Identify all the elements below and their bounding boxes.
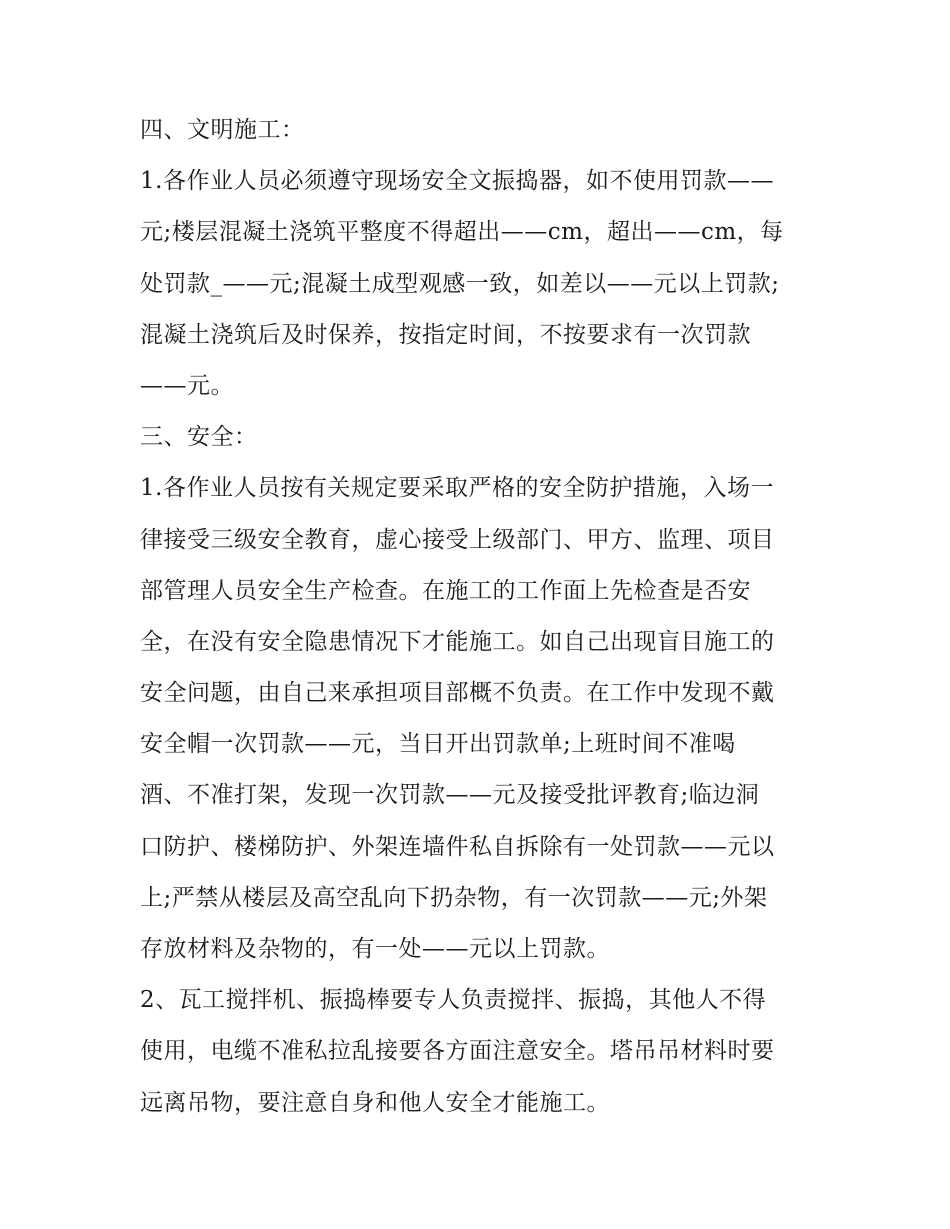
text-line: 上;严禁从楼层及高空乱向下扔杂物，有一次罚款——元;外架 (140, 884, 768, 911)
text-line: 存放材料及杂物的，有一处——元以上罚款。 (140, 936, 610, 962)
text-line: 处罚款_——元;混凝土成型观感一致，如差以——元以上罚款; (140, 270, 780, 297)
text-line: 远离吊物，要注意自身和他人安全才能施工。 (140, 1089, 610, 1116)
text-line: 部管理人员安全生产检查。在施工的工作面上先检查是否安 (140, 577, 751, 604)
document-body (140, 105, 820, 1129)
text-line: 元;楼层混凝土浇筑平整度不得超出——cm，超出——cm，每 (140, 219, 784, 246)
text-line: 全，在没有安全隐患情况下才能施工。如自己出现盲目施工的 (140, 628, 775, 655)
text-line: 律接受三级安全教育，虚心接受上级部门、甲方、监理、项目 (140, 526, 775, 553)
text-line: 安全问题，由自己来承担项目部概不负责。在工作中发现不戴 (140, 680, 775, 707)
section-heading-civilized-construction: 四、文明施工： (140, 117, 305, 143)
text-line: 使用，电缆不准私拉乱接要各方面注意安全。塔吊吊材料时要 (140, 1038, 775, 1065)
text-line: 2、瓦工搅拌机、振捣棒要专人负责搅拌、振捣，其他人不得 (140, 987, 767, 1014)
text-line: 1.各作业人员必须遵守现场安全文振捣器，如不使用罚款—— (140, 168, 774, 195)
text-line: ——元。 (140, 372, 234, 399)
text-line: 口防护、楼梯防护、外架连墙件私自拆除有一处罚款——元以 (140, 833, 775, 860)
section-heading-safety: 三、安全： (140, 424, 258, 451)
text-line: 混凝土浇筑后及时保养，按指定时间，不按要求有一次罚款 (140, 321, 751, 348)
text-line: 酒、不准打架，发现一次罚款——元及接受批评教育;临边洞 (140, 782, 760, 809)
text-line: 安全帽一次罚款——元，当日开出罚款单;上班时间不准喝 (140, 731, 736, 758)
text-line: 1.各作业人员按有关规定要采取严格的安全防护措施，入场一 (140, 475, 774, 502)
